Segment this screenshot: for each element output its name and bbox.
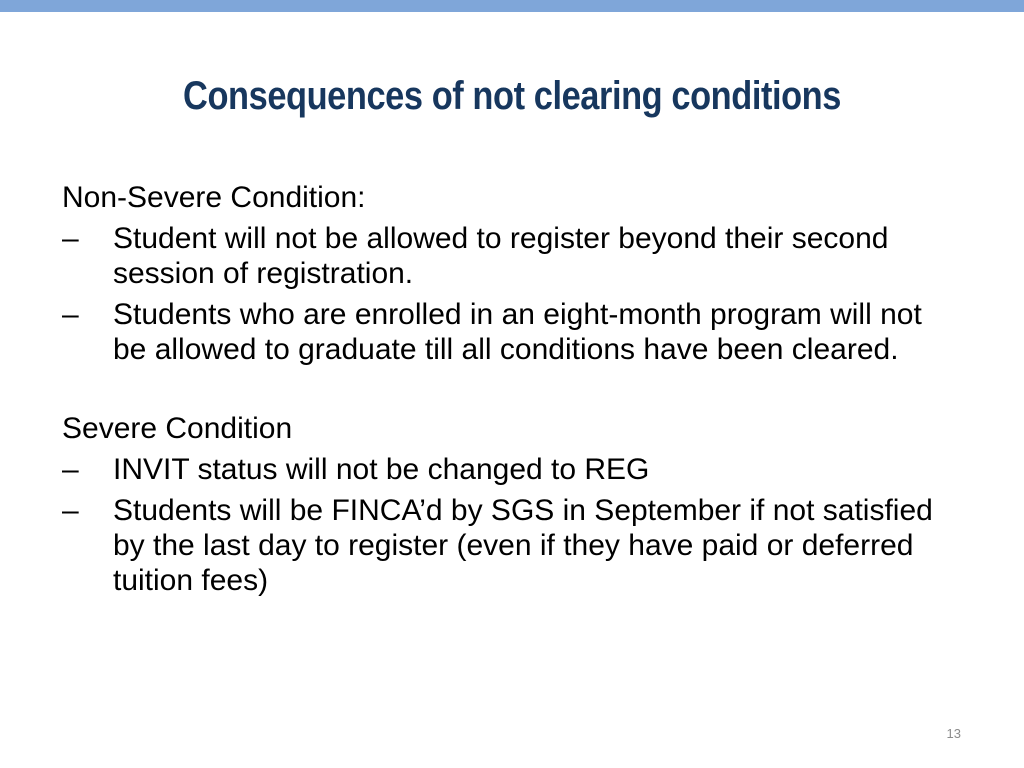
list-item [62,452,962,487]
list-item [62,493,962,598]
section-heading-non-severe: Non-Severe Condition: [62,181,366,214]
section-spacer [62,373,962,411]
dash-bullet: – [62,453,79,486]
bullet-list-non-severe [62,221,962,367]
dash-bullet: – [62,494,79,527]
list-item [62,221,962,291]
top-accent-bar [0,0,1024,12]
list-item [62,297,962,367]
bullet-text: Students who are enrolled in an eight-month program will not be allowed to graduate till all conditions have been cleared. [113,298,922,366]
dash-bullet: – [62,298,79,331]
slide-title: Consequences of not clearing conditions [183,74,841,118]
bullet-list-severe [62,452,962,598]
bullet-text: Student will not be allowed to register beyond their second session of registration. [113,222,889,290]
dash-bullet: – [62,222,79,255]
section-heading-severe: Severe Condition [62,412,293,445]
bullet-text: Students will be FINCA’d by SGS in September if not satisfied by the last day to register (even if they have paid or deferred tuition fees) [113,494,933,597]
slide-body [62,180,962,604]
bullet-text: INVIT status will not be changed to REG [113,453,650,486]
slide-number: 13 [946,726,961,741]
